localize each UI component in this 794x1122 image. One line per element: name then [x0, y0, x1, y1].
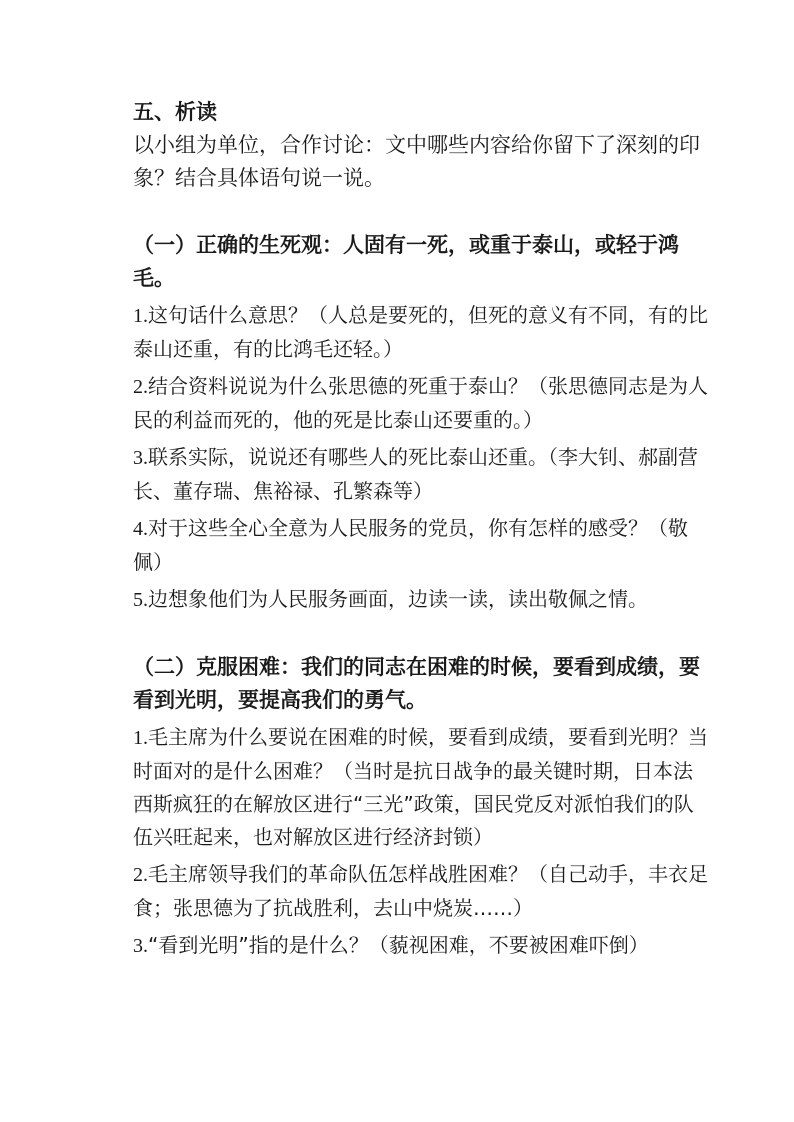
part-one-item-2 — [133, 370, 708, 437]
item-number: 3. — [133, 447, 148, 469]
part-two-item-1 — [133, 721, 708, 854]
part-two-item-2 — [133, 858, 708, 925]
intro-paragraph: 以小组为单位，合作讨论：文中哪些内容给你留下了深刻的印象？结合具体语句说一说。 — [133, 133, 700, 190]
item-text: “看到光明”指的是什么？（藐视困难，不要被困难吓倒） — [148, 933, 649, 957]
item-text: 对于这些全心全意为人民服务的党员，你有怎样的感受？（敬佩） — [133, 516, 688, 574]
item-text: 毛主席领导我们的革命队伍怎样战胜困难？（自己动手，丰衣足食；张思德为了抗战胜利，去山中烧炭……） — [133, 862, 708, 920]
item-number: 3. — [133, 935, 148, 957]
part-one-heading: （一）正确的生死观：人固有一死，或重于泰山，或轻于鸿毛。 — [133, 233, 679, 290]
item-number: 2. — [133, 864, 148, 886]
part-one — [133, 229, 708, 617]
item-text: 边想象他们为人民服务画面，边读一读，读出敬佩之情。 — [148, 587, 648, 611]
item-text: 毛主席为什么要说在困难的时候，要看到成绩，要看到光明？当时面对的是什么困难？（当时是抗日战争的最关键时期，日本法西斯疯狂的在解放区进行“三光”政策，国民党反对派怕我们的队伍兴旺起来，也对解放区进行经济封锁） — [133, 725, 708, 849]
spacer — [133, 617, 708, 651]
part-one-item-4 — [133, 512, 708, 579]
item-number: 4. — [133, 518, 148, 540]
part-two-item-3 — [133, 929, 708, 963]
part-two-heading: （二）克服困难：我们的同志在困难的时候，要看到成绩，要看到光明，要提高我们的勇气。 — [133, 655, 700, 712]
item-text: 联系实际，说说还有哪些人的死比泰山还重。（李大钊、郝副营长、董存瑞、焦裕禄、孔繁森等） — [133, 445, 698, 503]
item-number: 1. — [133, 727, 148, 749]
item-text: 这句话什么意思？（人总是要死的，但死的意义有不同，有的比泰山还重，有的比鸿毛还轻。） — [133, 303, 708, 361]
item-text: 结合资料说说为什么张思德的死重于泰山？（张思德同志是为人民的利益而死的，他的死是比泰山还要重的。） — [133, 374, 708, 432]
part-one-item-5 — [133, 583, 708, 617]
item-number: 1. — [133, 305, 148, 327]
part-two — [133, 651, 708, 963]
section-title: 五、析读 — [133, 100, 217, 124]
item-number: 5. — [133, 589, 148, 611]
item-number: 2. — [133, 376, 148, 398]
part-one-item-3 — [133, 441, 708, 508]
spacer — [133, 195, 708, 229]
part-one-item-1 — [133, 299, 708, 366]
